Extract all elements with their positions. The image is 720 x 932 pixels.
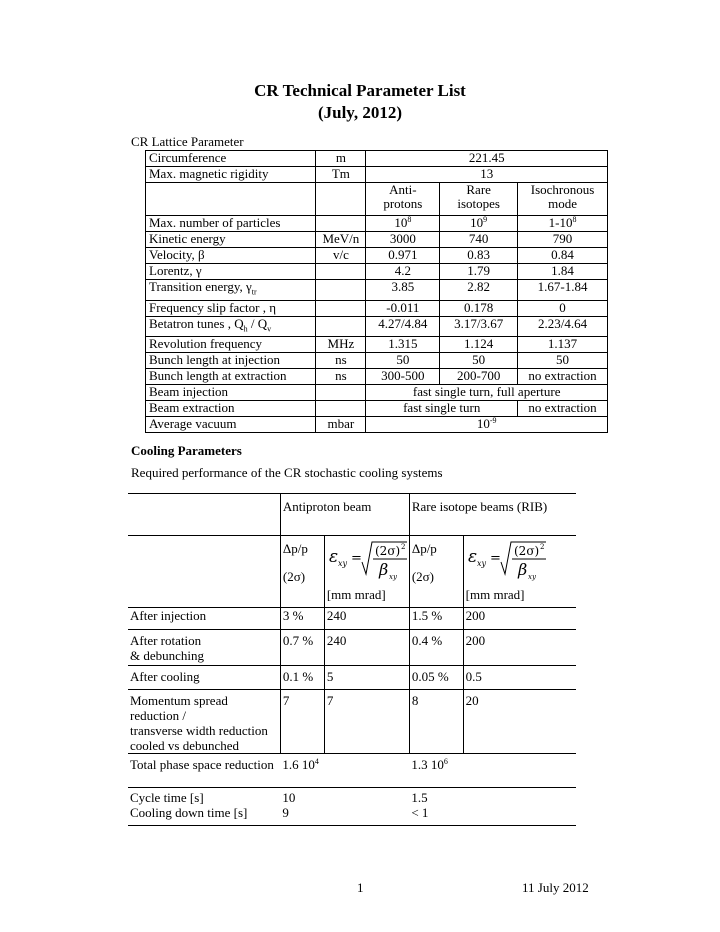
param-name: Frequency slip factor , η [146, 300, 316, 316]
cell: 8 [409, 690, 463, 754]
cell: 0.05 % [409, 666, 463, 690]
table-row [128, 805, 576, 825]
table-row [146, 337, 608, 353]
table-row [146, 167, 608, 183]
cell: 1.5 [409, 788, 576, 806]
param-unit [316, 316, 366, 337]
row-label: Momentum spread reduction / transverse width reduction cooled vs debunched [128, 690, 280, 754]
lattice-table [145, 150, 608, 433]
param-value: fast single turn, full aperture [366, 385, 608, 401]
param-value: 1.79 [440, 264, 518, 280]
param-name: Bunch length at injection [146, 353, 316, 369]
table-row [146, 300, 608, 316]
param-value: 2.23/4.64 [518, 316, 608, 337]
cell: 240 [324, 630, 409, 666]
table-row [146, 401, 608, 417]
param-value: 1.137 [518, 337, 608, 353]
row-label: Total phase space reduction [128, 754, 280, 788]
param-value: no extraction [518, 401, 608, 417]
param-unit: v/c [316, 248, 366, 264]
cell: 7 [324, 690, 409, 754]
svg-text:2: 2 [539, 543, 545, 551]
svg-text:=: = [350, 551, 362, 566]
param-value: 221.45 [366, 151, 608, 167]
cell: 1.6 $10^4$ [280, 754, 409, 788]
param-value: $10^9$ [440, 216, 518, 232]
table-row [128, 536, 576, 608]
row-label: After injection [128, 608, 280, 630]
param-name: Kinetic energy [146, 232, 316, 248]
param-unit: m [316, 151, 366, 167]
cell: 0.4 % [409, 630, 463, 666]
param-unit [316, 264, 366, 280]
table-row [128, 608, 576, 630]
cell: < 1 [409, 805, 576, 825]
param-value: $10^{-9}$ [366, 417, 608, 433]
table-row [128, 754, 576, 788]
unit-label: [mm mrad] [465, 587, 525, 602]
param-value: 50 [366, 353, 440, 369]
table-row [146, 417, 608, 433]
svg-text:=: = [489, 551, 501, 566]
param-unit: MHz [316, 337, 366, 353]
param-name: Beam extraction [146, 401, 316, 417]
cell: 0.1 % [280, 666, 324, 690]
param-value: 1.84 [518, 264, 608, 280]
lattice-section-label: CR Lattice Parameter [131, 134, 244, 149]
row-label: Cooling down time [s] [128, 805, 280, 825]
svg-text:xy: xy [337, 559, 347, 568]
table-row [146, 369, 608, 385]
param-value: 4.27/4.84 [366, 316, 440, 337]
svg-text:ε: ε [328, 547, 338, 567]
param-unit: ns [316, 353, 366, 369]
table-row [128, 630, 576, 666]
cell: 0.7 % [280, 630, 324, 666]
param-value: $1-10^8$ [518, 216, 608, 232]
param-name: Betatron tunes , $Q_h / Q_v$ [146, 316, 316, 337]
param-name: Max. magnetic rigidity [146, 167, 316, 183]
page-title: CR Technical Parameter List [254, 81, 466, 100]
row-label: After rotation & debunching [128, 630, 280, 666]
dp-label: Δp/p [411, 541, 437, 556]
svg-text:(2σ): (2σ) [513, 544, 539, 558]
param-unit: Tm [316, 167, 366, 183]
dp-label: Δp/p [282, 541, 308, 556]
param-value: 50 [518, 353, 608, 369]
param-value: 50 [440, 353, 518, 369]
cell: 7 [280, 690, 324, 754]
svg-text:β: β [517, 560, 527, 579]
param-unit [316, 280, 366, 301]
unit-label: [mm mrad] [326, 587, 386, 602]
footer-date: 11 July 2012 [522, 880, 589, 895]
row-label: Cycle time [s] [128, 788, 280, 806]
column-header: Isochronous mode [518, 183, 608, 216]
emittance-formula [466, 538, 546, 584]
table-row [128, 494, 576, 536]
param-value: 1.124 [440, 337, 518, 353]
svg-text:β: β [378, 560, 389, 579]
table-row [146, 151, 608, 167]
table-row [128, 666, 576, 690]
param-name: Lorentz, γ [146, 264, 316, 280]
svg-text:xy: xy [476, 559, 486, 568]
cell: 0.5 [463, 666, 576, 690]
param-value: -0.011 [366, 300, 440, 316]
svg-text:xy: xy [527, 573, 536, 581]
cell: 200 [463, 608, 576, 630]
cell: 1.3 $10^6$ [409, 754, 576, 788]
cooling-heading: Cooling Parameters [131, 443, 242, 458]
table-row [128, 690, 576, 754]
cell: 240 [324, 608, 409, 630]
param-value: 300-500 [366, 369, 440, 385]
param-name: Circumference [146, 151, 316, 167]
cooling-table [128, 493, 576, 826]
svg-text:ε: ε [467, 547, 477, 567]
table-row [146, 216, 608, 232]
param-value: 0.971 [366, 248, 440, 264]
param-name: Max. number of particles [146, 216, 316, 232]
column-header: Rare isotope beams (RIB) [409, 494, 576, 536]
svg-text:(2σ): (2σ) [374, 544, 401, 558]
param-value: 0.178 [440, 300, 518, 316]
sigma-label: (2σ) [282, 569, 306, 584]
table-row [128, 788, 576, 806]
table-row [146, 316, 608, 337]
table-row [146, 248, 608, 264]
param-unit: MeV/n [316, 232, 366, 248]
param-value: 1.67-1.84 [518, 280, 608, 301]
param-value: $10^8$ [366, 216, 440, 232]
sigma-label: (2σ) [411, 569, 434, 584]
cell: 5 [324, 666, 409, 690]
param-unit: mbar [316, 417, 366, 433]
param-value: 13 [366, 167, 608, 183]
param-name: Revolution frequency [146, 337, 316, 353]
param-value: 200-700 [440, 369, 518, 385]
row-label: After cooling [128, 666, 280, 690]
cell: 9 [280, 805, 409, 825]
table-row [146, 232, 608, 248]
svg-text:2: 2 [400, 543, 406, 551]
param-value: 0.84 [518, 248, 608, 264]
param-value: 3.17/3.67 [440, 316, 518, 337]
svg-text:xy: xy [388, 573, 397, 581]
cell: 3 % [280, 608, 324, 630]
page-number: 1 [357, 880, 364, 895]
param-value: 2.82 [440, 280, 518, 301]
param-unit: ns [316, 369, 366, 385]
param-name: Transition energy, $\gamma_{tr}$ [146, 280, 316, 301]
param-value: no extraction [518, 369, 608, 385]
cooling-intro: Required performance of the CR stochastic cooling systems [131, 465, 443, 480]
param-value: 4.2 [366, 264, 440, 280]
cell: 20 [463, 690, 576, 754]
table-row [146, 353, 608, 369]
param-value: fast single turn [366, 401, 518, 417]
param-name: Beam injection [146, 385, 316, 401]
param-value: 0 [518, 300, 608, 316]
param-value: 740 [440, 232, 518, 248]
param-unit [316, 300, 366, 316]
column-header: Anti- protons [366, 183, 440, 216]
column-header: Antiproton beam [280, 494, 409, 536]
cell: 10 [280, 788, 409, 806]
param-name: Velocity, β [146, 248, 316, 264]
cell: 1.5 % [409, 608, 463, 630]
table-row [146, 264, 608, 280]
param-value: 1.315 [366, 337, 440, 353]
param-value: 3000 [366, 232, 440, 248]
table-row [146, 385, 608, 401]
column-header: Rare isotopes [440, 183, 518, 216]
param-value: 3.85 [366, 280, 440, 301]
param-value: 0.83 [440, 248, 518, 264]
param-name: Average vacuum [146, 417, 316, 433]
param-value: 790 [518, 232, 608, 248]
page-subtitle: (July, 2012) [317, 103, 403, 122]
emittance-formula [327, 538, 407, 584]
table-row [146, 183, 608, 216]
cell: 200 [463, 630, 576, 666]
table-row [146, 280, 608, 301]
param-name: Bunch length at extraction [146, 369, 316, 385]
